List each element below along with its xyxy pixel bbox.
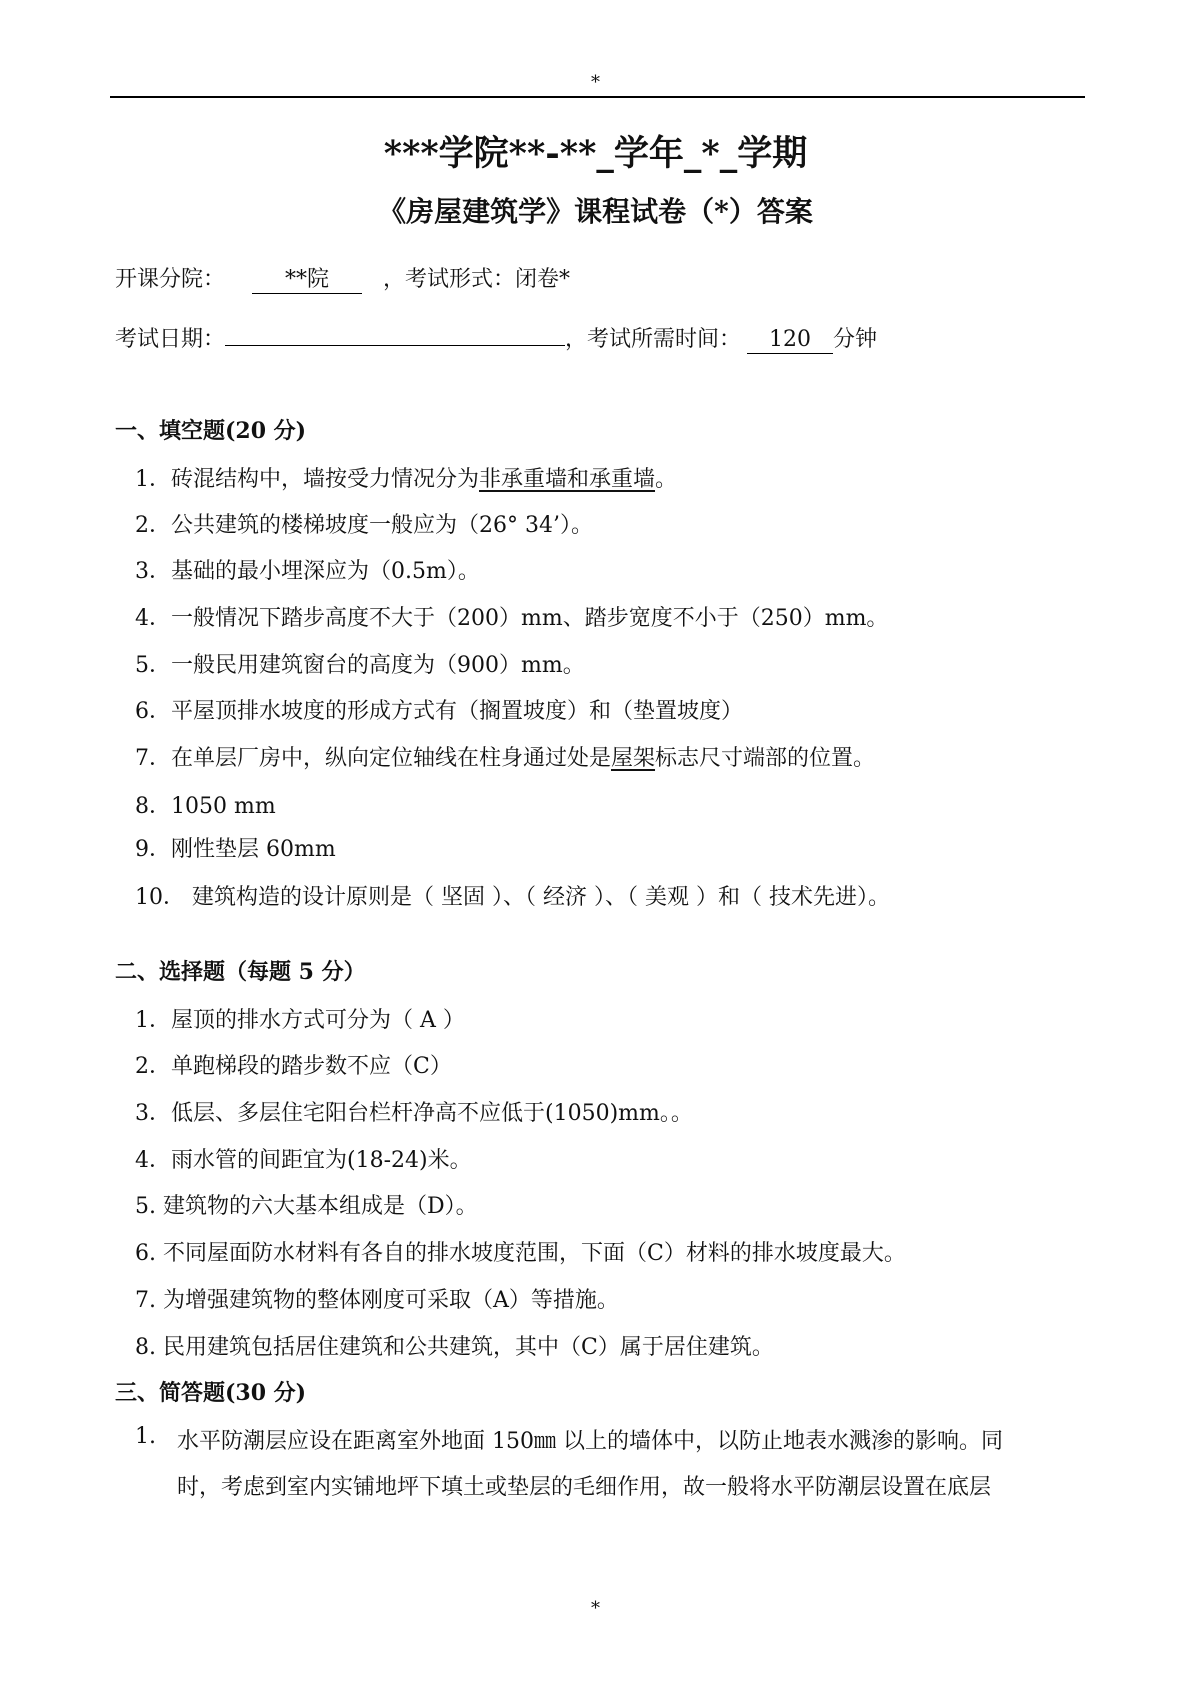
college-label: 开课分院： [115,267,226,292]
college-field: **院 [252,267,362,294]
time-label: ，考试所需时间： [565,327,742,352]
date-label: 考试日期： [115,327,226,352]
date-field [225,345,565,346]
header-rule [110,96,1085,98]
fill-item-9: 9．刚性垫层 60mm [135,837,336,862]
choice-item-7: 7. 为增强建筑物的整体刚度可采取（A）等措施。 [135,1288,619,1313]
choice-item-3: 3．低层、多层住宅阳台栏杆净高不应低于(1050)mm。。 [135,1101,693,1126]
choice-item-1: 1．屋顶的排水方式可分为（ A ） [135,1008,465,1033]
short-answer-1-line-2: 时，考虑到室内实铺地坪下填土或垫层的毛细作用，故一般将水平防潮层设置在底层 [177,1475,992,1500]
page-title: ***学院**-**_学年_*_学期 [383,133,808,174]
info-line-date [115,322,877,354]
fill-item-1-answer: 非承重墙和承重墙 [479,467,656,492]
section2-heading: 二、选择题（每题 5 分） [115,959,366,985]
fill-item-2: 2．公共建筑的楼梯坡度一般应为（26° 34’）。 [135,513,593,538]
fill-item-7-pre: 7．在单层厂房中，纵向定位轴线在柱身通过处是 [135,746,611,771]
short-answer-1-line-1: 水平防潮层应设在距离室外地面 150㎜ 以上的墙体中，以防止地表水溅渗的影响。同 [177,1429,1003,1454]
choice-item-4: 4．雨水管的间距宜为(18-24)米。 [135,1148,472,1173]
fill-item-1 [135,462,677,493]
fill-item-10: 10． 建筑构造的设计原则是（ 坚固 ）、（ 经济 ）、（ 美观 ）和（ 技术先进）。 [135,885,890,910]
fill-item-6: 6．平屋顶排水坡度的形成方式有（搁置坡度）和（垫置坡度） [135,699,743,724]
footer-mark: * [591,1598,600,1619]
fill-item-7 [135,741,875,772]
short-answer-1-number: 1. [135,1424,156,1449]
choice-item-2: 2．单跑梯段的踏步数不应（C） [135,1054,452,1079]
time-unit: 分钟 [833,327,878,352]
fill-item-3: 3．基础的最小埋深应为（0.5m）。 [135,559,480,584]
fill-item-4: 4．一般情况下踏步高度不大于（200）mm、踏步宽度不小于（250）mm。 [135,606,889,631]
short-answer-1 [135,1424,1075,1504]
section1-heading: 一、填空题(20 分) [115,418,307,444]
info-line-college [115,262,570,294]
choice-item-8: 8. 民用建筑包括居住建筑和公共建筑，其中（C）属于居住建筑。 [135,1335,774,1360]
section3-heading: 三、简答题(30 分) [115,1380,307,1406]
fill-item-1-post: 。 [655,467,678,492]
choice-item-5: 5. 建筑物的六大基本组成是（D）。 [135,1194,478,1219]
fill-item-7-answer: 屋架 [611,746,656,771]
page-subtitle: 《房屋建筑学》课程试卷（*）答案 [378,195,813,228]
fill-item-8: 8．1050 mm [135,794,276,819]
fill-item-7-post: 标志尺寸端部的位置。 [655,746,876,771]
header-mark: * [591,72,600,93]
fill-item-1-pre: 1．砖混结构中，墙按受力情况分为 [135,467,479,492]
time-field: 120 [747,327,833,354]
choice-item-6: 6. 不同屋面防水材料有各自的排水坡度范围，下面（C）材料的排水坡度最大。 [135,1241,906,1266]
exam-form-text: ，考试形式：闭卷* [383,267,571,292]
fill-item-5: 5．一般民用建筑窗台的高度为（900）mm。 [135,653,585,678]
